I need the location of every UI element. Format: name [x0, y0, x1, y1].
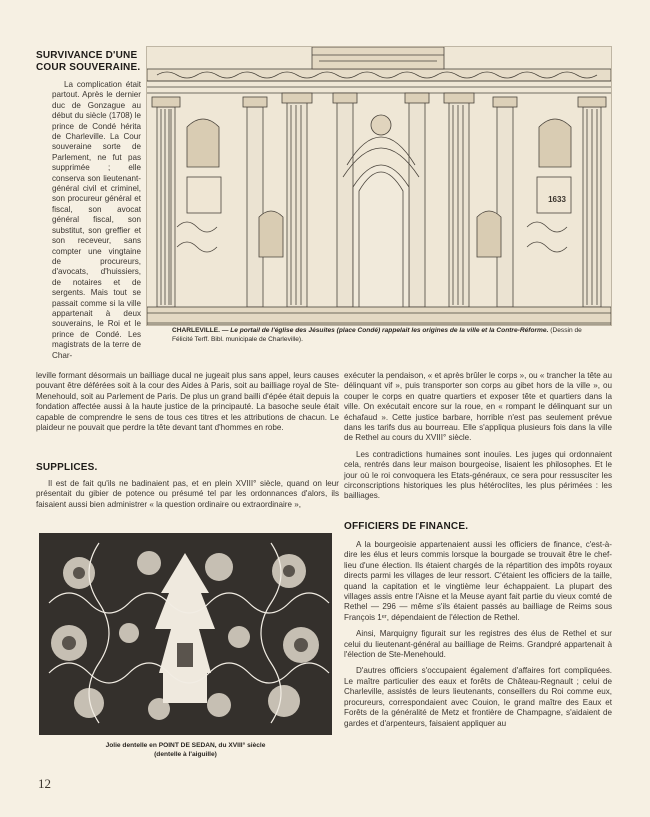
caption-portal-credit: (Dessin de Félicité Terff. Bibl. municipale de Charleville). — [172, 327, 582, 343]
caption-portal-text: — Le portail de l'église des Jésuites (place Condé) rappelait les origines de la ville et la Contre-Réforme. — [220, 327, 549, 334]
lace-pattern — [39, 533, 332, 735]
section-heading-supplices: SUPPLICES. — [36, 462, 98, 473]
survivance-continued-text: leville formant désormais un bailliage ducal ne jugeait plus sans appel, leurs causes pouvant être déférées soit à la cour des Aides à Paris, soit au bailliage royal de Ste-Menehould, soit au Parlement de Paris. De plus un grand bailli d'épée était depuis la fondation affectée aussi à la haute justice de la principauté. La basoche seule était capable de comprendre le sens de tous ces titres et les attributions de chacun. Le plaideur ne pouvait que perdre la tête devant tant d'hommes en robe. — [36, 371, 339, 433]
caption-lace-prefix: Jolie dentelle en — [105, 742, 159, 749]
caption-lace-suffix: , du XVIII° siècle — [214, 742, 266, 749]
right-column-text — [344, 371, 612, 508]
officiers-text — [344, 540, 612, 735]
supplices-text: Il est de fait qu'ils ne badinaient pas, et en plein XVIII° siècle, quand on leur présentait du gibier de potence ou présumé tel par les ordonnances d'alors, ils faisaient aussi bien administrer « la question ordinaire ou extraordinaire », — [36, 479, 339, 509]
caption-lace-line2: (dentelle à l'aiguille) — [154, 750, 217, 758]
section-heading-officiers: OFFICIERS DE FINANCE. — [344, 521, 469, 532]
contradictions-paragraph: Les contradictions humaines sont inouïes. Les juges qui ordonnaient cela, rentrés dans leur maison bourgeoise, lisaient les philosophes. Et le jour où le roi convoquera les Etats-généraux, ce sera pour ressusciter les circonscriptions historiques les plus hétéroclites, les plus périmées : les bailliages. — [344, 449, 612, 501]
caption-lace — [39, 742, 332, 759]
caption-portal — [172, 327, 602, 344]
execution-paragraph: exécuter la pendaison, « et après brûler le corps », ou « trancher la tête au délinquant vif », puis transporter son corps au gibet hors de la ville », ou couper le corps en quatre quartiers et exposer tête et quartiers dans la ville. On exécutait encore sur la roue, en « rompant le délinquant sur un échafaud ». Cette justice barbare, horrible n'est pas seulement prévue dans les tarifs dus au bourreau. Elle s'appliqua plusieurs fois dans la ville de Rethel au cours du XVIII° siècle. — [344, 371, 612, 443]
page-number: 12 — [38, 776, 51, 791]
survivance-narrow-text: La complication était partout. Après le dernier duc de Gonzague au début du siècle (1708) le prince de Condé hérita de Charleville. La Cour souveraine sorte de Parlement, ne fut pas supprimée ; elle conserva son lieutenant-général civil et criminel, son procureur général et fiscal, son avocat général fiscal, son substitut, son greffier et son receveur, sans compter une vingtaine de procureurs, d'avocats, d'huissiers, de notaires et de sergents. Mais tout se passait comme si la ville appartenait à deux souverains, le Roi et le prince de Condé. Les magistrats de la terre de Char- — [52, 80, 141, 360]
officiers-paragraph-3: D'autres officiers s'occupaient également d'affaires fort compliquées. Le maître particulier des eaux et forêts de Château-Regnault ; celui de Charleville, assistés de leurs lieutenants, conseillers du Roi comme eux, procureurs, correspondaient avec Couion, le grand maître des Eaux et Forêts de la généralité de Metz et frontière de Champagne, s'aidaient de gardes et d'arpenteurs, faisaient appliquer au — [344, 666, 612, 728]
caption-lace-bold: POINT DE SEDAN — [158, 742, 215, 749]
plaque-date: 1633 — [548, 195, 566, 204]
officiers-paragraph-2: Ainsi, Marquigny figurait sur les registres des élus de Rethel et sur celui du lieutenant-général au bailliage de Reims. Grandpré appartenait à l'élection de Ste-Menehould. — [344, 629, 612, 660]
section-heading-survivance: SURVIVANCE D'UNE COUR SOUVERAINE. — [36, 50, 141, 73]
lace-image — [39, 533, 332, 735]
caption-portal-label: CHARLEVILLE. — [172, 327, 220, 334]
portal-illustration — [146, 46, 612, 326]
officiers-paragraph-1: A la bourgeoisie appartenaient aussi les officiers de finance, c'est-à-dire les élus et leurs commis lorsque la bourgade se trouvait être le chef-lieu d'une élection. Ils étaient chargés de la répartition des impôts royaux directs parmi les villages de leur ressort. C'étaient les officiers de la taille, quand la capitation et le vingtième leur échappaient. La plupart des villages assis entre l'Aisne et la Meuse ayant fait partie du vieux comté de Rethel — 296 — même s'ils étaient passés au bailliage de Reims sous François 1ᵉʳ, dépendaient de l'élection de Rethel. — [344, 540, 612, 622]
portal-drawing — [147, 47, 611, 325]
